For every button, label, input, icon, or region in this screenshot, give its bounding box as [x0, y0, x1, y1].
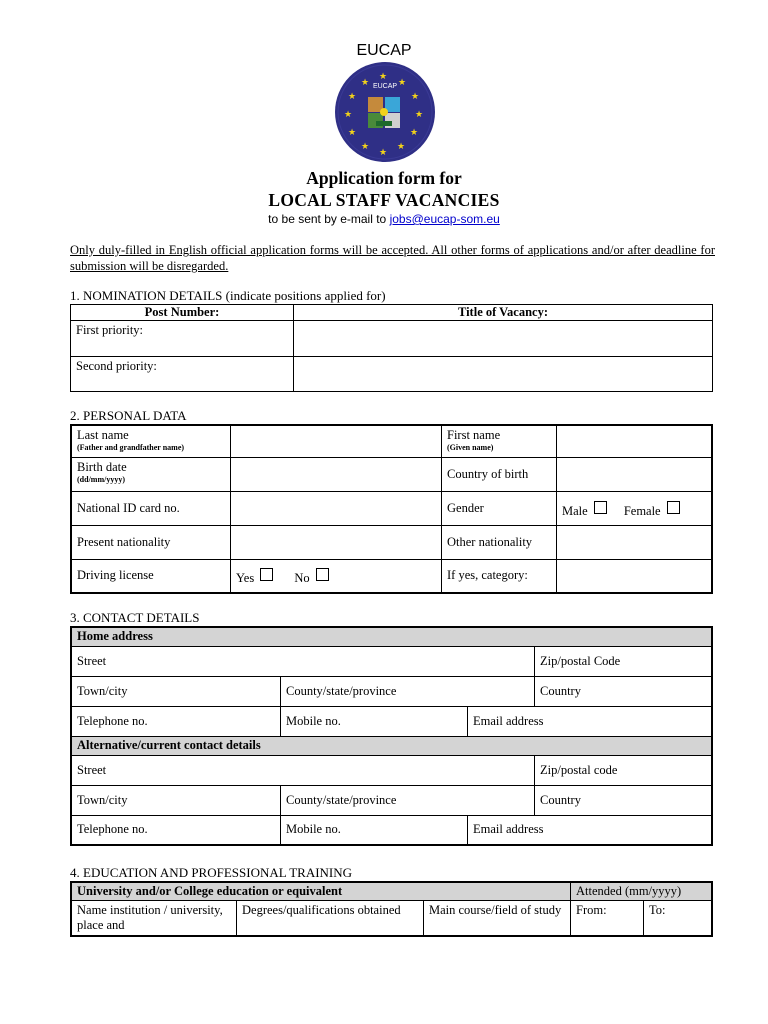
- home-country-label[interactable]: Country: [535, 676, 713, 706]
- send-prefix: to be sent by e-mail to: [268, 212, 390, 226]
- first-priority-label: First priority:: [71, 321, 294, 357]
- national-id-field[interactable]: [231, 491, 442, 525]
- home-street-label[interactable]: Street: [71, 646, 535, 676]
- alt-mobile-label[interactable]: Mobile no.: [281, 815, 468, 845]
- home-telephone-label[interactable]: Telephone no.: [71, 706, 281, 736]
- no-label: No: [294, 571, 310, 586]
- driving-license-label: Driving license: [71, 559, 231, 593]
- first-priority-field[interactable]: [294, 321, 713, 357]
- title-line2: LOCAL STAFF VACANCIES: [268, 190, 500, 210]
- present-nationality-label: Present nationality: [71, 525, 231, 559]
- home-county-label[interactable]: County/state/province: [281, 676, 535, 706]
- title-line1: Application form for: [306, 168, 462, 188]
- no-checkbox[interactable]: [316, 568, 329, 581]
- home-mobile-label[interactable]: Mobile no.: [281, 706, 468, 736]
- svg-text:★: ★: [378, 147, 388, 157]
- home-zip-label[interactable]: Zip/postal Code: [535, 646, 713, 676]
- education-table: [70, 881, 713, 937]
- category-label: If yes, category:: [442, 559, 557, 593]
- first-name-label: First name (Given name): [442, 425, 557, 457]
- yes-checkbox[interactable]: [260, 568, 273, 581]
- present-nationality-field[interactable]: [231, 525, 442, 559]
- svg-text:★: ★: [414, 109, 424, 119]
- svg-text:★: ★: [409, 127, 419, 137]
- alt-contact-header: Alternative/current contact details: [71, 736, 712, 755]
- yes-label: Yes: [236, 571, 255, 586]
- notice-text: Only duly-filled in English official application forms will be accepted. All other forms of applications and/or after deadline for submission will be disregarded.: [70, 243, 715, 273]
- section4-title: 4. EDUCATION AND PROFESSIONAL TRAINING: [70, 865, 353, 880]
- other-nationality-label: Other nationality: [442, 525, 557, 559]
- last-name-hint: (Father and grandfather name): [77, 443, 185, 452]
- svg-text:EUCAP: EUCAP: [372, 83, 398, 90]
- gender-options: [557, 491, 713, 525]
- institution-label: Name institution / university, place and: [71, 901, 237, 937]
- first-name-field[interactable]: [557, 425, 713, 457]
- driving-license-options: [231, 559, 442, 593]
- section2-title: 2. PERSONAL DATA: [70, 408, 187, 423]
- alt-country-label[interactable]: Country: [535, 785, 713, 815]
- section1-title: 1. NOMINATION DETAILS (indicate positions applied for): [70, 288, 386, 303]
- male-checkbox[interactable]: [594, 501, 607, 514]
- to-label: To:: [644, 901, 713, 937]
- send-instruction: [0, 212, 768, 226]
- alt-telephone-label[interactable]: Telephone no.: [71, 815, 281, 845]
- male-label: Male: [562, 503, 588, 518]
- alt-county-label[interactable]: County/state/province: [281, 785, 535, 815]
- svg-text:★: ★: [378, 71, 388, 81]
- eucap-logo: [334, 61, 436, 163]
- from-label: From:: [571, 901, 644, 937]
- degrees-label: Degrees/qualifications obtained: [237, 901, 424, 937]
- org-name: EUCAP: [356, 42, 412, 59]
- svg-text:★: ★: [343, 109, 353, 119]
- birth-date-field[interactable]: [231, 457, 442, 491]
- svg-text:★: ★: [347, 91, 357, 101]
- first-name-hint: (Given name): [447, 443, 494, 452]
- alt-email-label[interactable]: Email address: [468, 815, 713, 845]
- post-number-header: Post Number:: [71, 305, 294, 321]
- svg-text:★: ★: [360, 77, 370, 87]
- birth-date-hint: (dd/mm/yyyy): [77, 474, 125, 484]
- second-priority-label: Second priority:: [71, 357, 294, 392]
- female-checkbox[interactable]: [667, 501, 680, 514]
- last-name-field[interactable]: [231, 425, 442, 457]
- second-priority-field[interactable]: [294, 357, 713, 392]
- category-field[interactable]: [557, 559, 713, 593]
- alt-street-label[interactable]: Street: [71, 755, 535, 785]
- email-link[interactable]: jobs@eucap-som.eu: [389, 212, 500, 226]
- svg-text:★: ★: [397, 77, 407, 87]
- national-id-label: National ID card no.: [71, 491, 231, 525]
- country-birth-field[interactable]: [557, 457, 713, 491]
- section3-title: 3. CONTACT DETAILS: [70, 610, 200, 625]
- svg-text:★: ★: [347, 127, 357, 137]
- country-birth-label: Country of birth: [442, 457, 557, 491]
- university-header: University and/or College education or equivalent: [71, 882, 571, 901]
- home-email-label[interactable]: Email address: [468, 706, 713, 736]
- home-address-header: Home address: [71, 627, 712, 646]
- home-town-label[interactable]: Town/city: [71, 676, 281, 706]
- attended-header: Attended (mm/yyyy): [571, 882, 713, 901]
- svg-text:★: ★: [396, 141, 406, 151]
- alt-town-label[interactable]: Town/city: [71, 785, 281, 815]
- contact-table: [70, 626, 713, 846]
- female-label: Female: [623, 503, 661, 518]
- vacancy-title-header: Title of Vacancy:: [294, 305, 713, 321]
- svg-text:★: ★: [410, 91, 420, 101]
- alt-zip-label[interactable]: Zip/postal code: [535, 755, 713, 785]
- last-name-label: Last name (Father and grandfather name): [71, 425, 231, 457]
- birth-date-label: Birth date (dd/mm/yyyy): [71, 457, 231, 491]
- gender-label: Gender: [442, 491, 557, 525]
- other-nationality-field[interactable]: [557, 525, 713, 559]
- nomination-table: [70, 304, 713, 392]
- svg-text:★: ★: [360, 141, 370, 151]
- personal-data-table: [70, 424, 713, 594]
- main-course-label: Main course/field of study: [424, 901, 571, 937]
